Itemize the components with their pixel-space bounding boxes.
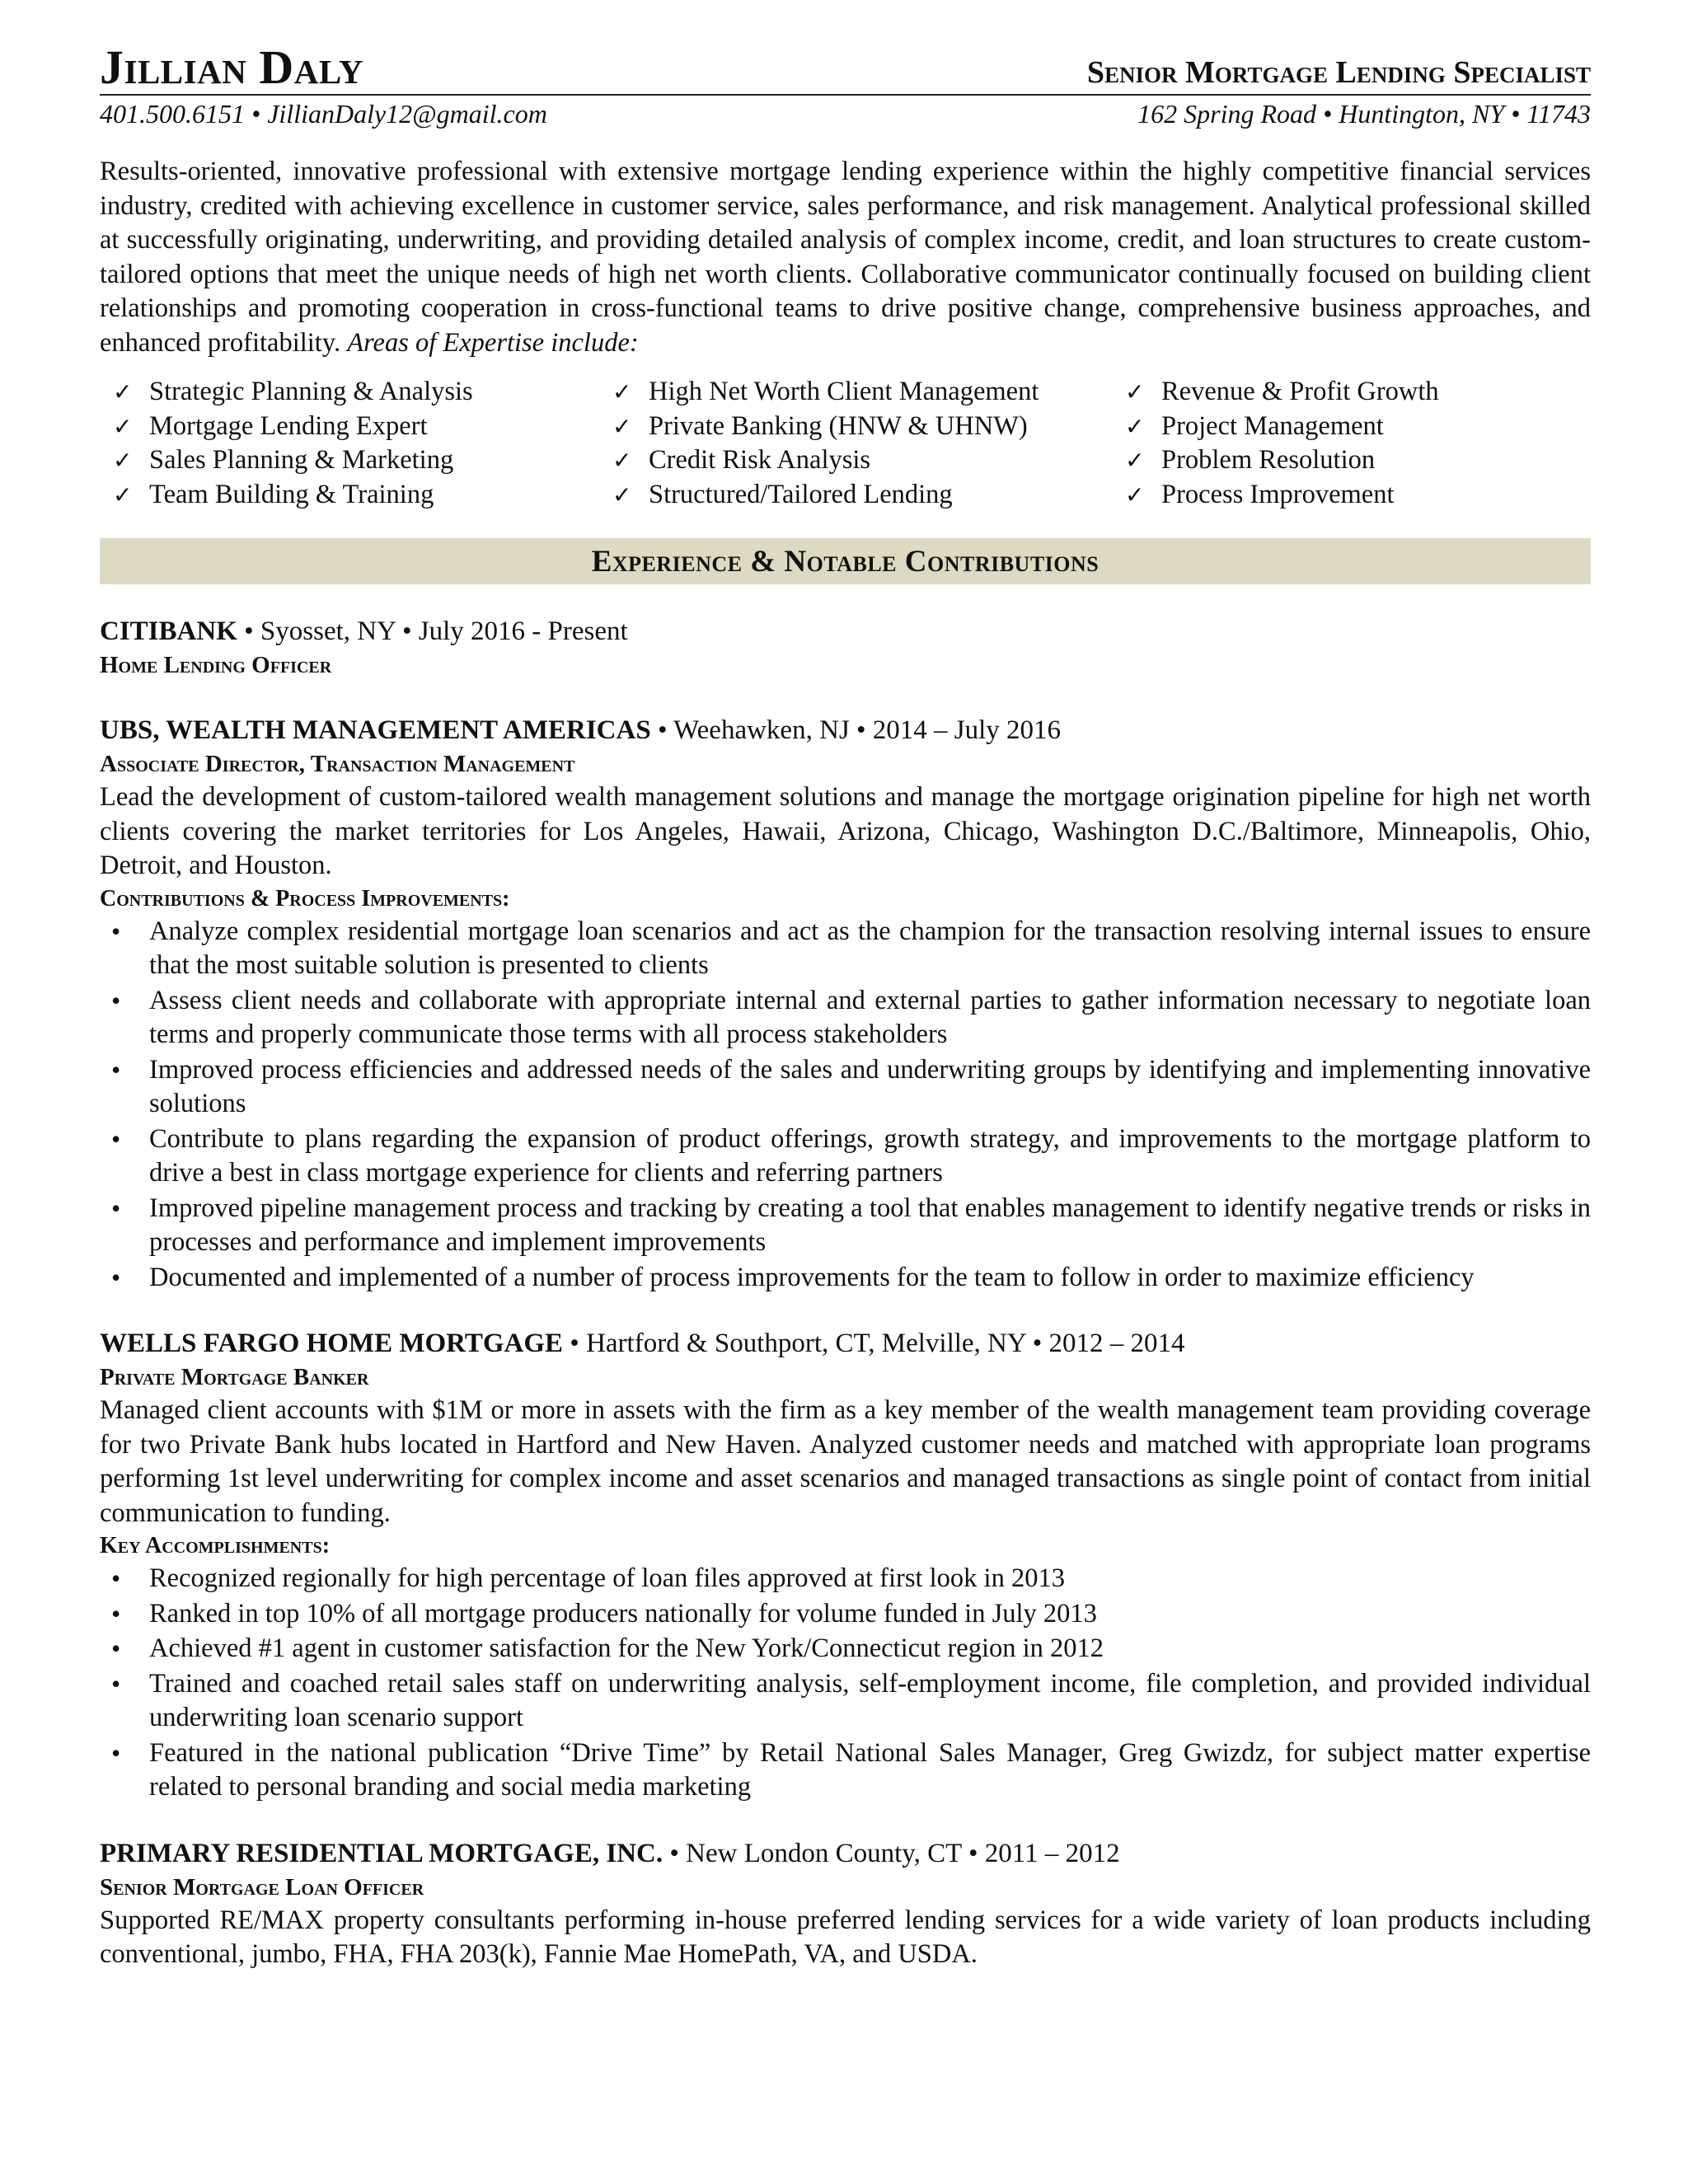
skill-item: ✓ Strategic Planning & Analysis — [113, 375, 612, 410]
list-item: • Assess client needs and collaborate with appropriate internal and external parties to gather information necessary to negotiate loan terms and properly communicate those terms with all process stakeholders — [100, 984, 1591, 1052]
contact-address: 162 Spring Road • Huntington, NY • 11743 — [1137, 99, 1591, 129]
skill-item: ✓ Problem Resolution — [1125, 443, 1587, 478]
job-details: • New London County, CT • 2011 – 2012 — [663, 1838, 1120, 1868]
header — [100, 40, 1591, 96]
professional-summary — [100, 155, 1591, 360]
list-item: • Trained and coached retail sales staff on underwriting analysis, self-employment income, file completion, and provided individual underwriting loan scenario support — [100, 1667, 1591, 1736]
job-entry — [100, 614, 1591, 682]
job-details: • Hartford & Southport, CT, Melville, NY • 2012 – 2014 — [563, 1329, 1185, 1358]
skills-column-2 — [612, 375, 1125, 512]
job-header — [100, 713, 1591, 748]
list-item: • Improved process efficiencies and addressed needs of the sales and underwriting groups by identifying and implementing innovative solutions — [100, 1053, 1591, 1122]
summary-text: Results-oriented, innovative professional with extensive mortgage lending experience within the highly competitive financial services industry, credited with achieving excellence in customer service, sales performance, and risk management. Analytical professional skilled at successfully originating, underwriting, and providing detailed analysis of complex income, credit, and loan structures to create custom-tailored options that meet the unique needs of high net worth clients. Collaborative communicator continually focused on building client relationships and promoting cooperation in cross-functional teams to drive positive change, comprehensive business approaches, and enhanced profitability. — [100, 157, 1591, 358]
bullet-list — [100, 915, 1591, 1296]
check-icon: ✓ — [1125, 447, 1145, 474]
check-icon: ✓ — [612, 447, 632, 474]
check-icon: ✓ — [612, 480, 632, 509]
bullet-list — [100, 1562, 1591, 1805]
job-role: Private Mortgage Banker — [100, 1364, 369, 1390]
list-item: • Contribute to plans regarding the expansion of product offerings, growth strategy, and improvements to the mortgage platform to drive a best in class mortgage experience for clients and referring partners — [100, 1122, 1591, 1191]
skill-item: ✓ High Net Worth Client Management — [612, 375, 1125, 410]
resume-page — [100, 40, 1591, 1972]
skill-item: ✓ Structured/Tailored Lending — [612, 478, 1125, 513]
job-details: • Weehawken, NJ • 2014 – July 2016 — [650, 715, 1062, 745]
skills-column-1 — [113, 375, 612, 512]
job-header — [100, 1326, 1591, 1361]
skill-item: ✓ Mortgage Lending Expert — [113, 410, 612, 444]
check-icon: ✓ — [1125, 412, 1145, 440]
job-subsection-label: Key Accomplishments: — [100, 1533, 331, 1558]
skill-item: ✓ Private Banking (HNW & UHNW) — [612, 410, 1125, 444]
skill-item: ✓ Project Management — [1125, 410, 1587, 444]
job-role: Home Lending Officer — [100, 652, 332, 678]
list-item: • Featured in the national publication “Drive Time” by Retail National Sales Manager, Greg Gwizdz, for subject matter expertise related to personal branding and social media marketing — [100, 1736, 1591, 1805]
job-header — [100, 614, 1591, 649]
job-details: • Syosset, NY • July 2016 - Present — [237, 616, 628, 646]
check-icon: ✓ — [113, 480, 133, 509]
contact-phone-email: 401.500.6151 • JillianDaly12@gmail.com — [100, 99, 547, 129]
skill-item: ✓ Credit Risk Analysis — [612, 443, 1125, 478]
skill-item: ✓ Team Building & Training — [113, 478, 612, 513]
skill-item: ✓ Process Improvement — [1125, 478, 1587, 513]
check-icon: ✓ — [113, 378, 133, 405]
job-role: Senior Mortgage Loan Officer — [100, 1873, 424, 1900]
job-description: Managed client accounts with $1M or more in assets with the firm as a key member of the wealth management team providing coverage for two Private Bank hubs located in Hartford and New Haven. Analyzed customer needs and matched with appropriate loan programs performing 1st level underwriting for complex income and asset scenarios and managed transactions as single point of contact from initial communication to funding. — [100, 1395, 1591, 1528]
job-entry — [100, 713, 1591, 1295]
section-heading-experience: Experience & Notable Contributions — [100, 538, 1591, 584]
check-icon: ✓ — [113, 447, 133, 474]
list-item: • Documented and implemented of a number of process improvements for the team to follow in order to maximize efficiency — [100, 1261, 1591, 1296]
expertise-intro: Areas of Expertise include: — [347, 327, 639, 358]
check-icon: ✓ — [113, 412, 133, 440]
company-name: WELLS FARGO HOME MORTGAGE — [100, 1329, 564, 1358]
list-item: • Recognized regionally for high percentage of loan files approved at first look in 2013 — [100, 1562, 1591, 1596]
job-description: Lead the development of custom-tailored wealth management solutions and manage the mortgage origination pipeline for high net worth clients covering the market territories for Los Angeles, Hawaii, Arizona, Chicago, Washington D.C./Baltimore, Minneapolis, Ohio, Detroit, and Houston. — [100, 782, 1591, 880]
job-role: Associate Director, Transaction Management — [100, 751, 575, 777]
check-icon: ✓ — [612, 378, 632, 405]
check-icon: ✓ — [1125, 378, 1145, 405]
list-item: • Improved pipeline management process and tracking by creating a tool that enables management to identify negative trends or risks in processes and performance and implement improvements — [100, 1192, 1591, 1260]
job-entry — [100, 1326, 1591, 1805]
list-item: • Analyze complex residential mortgage loan scenarios and act as the champion for the transaction resolving internal issues to ensure that the most suitable solution is presented to clients — [100, 915, 1591, 983]
job-subsection-label: Contributions & Process Improvements: — [100, 885, 510, 912]
candidate-name: Jillian Daly — [100, 40, 364, 94]
job-description: Supported RE/MAX property consultants performing in-house preferred lending services for a wide variety of loan products including conventional, jumbo, FHA, FHA 203(k), Fannie Mae HomePath, VA, and USDA. — [100, 1905, 1591, 1969]
job-entry — [100, 1836, 1591, 1972]
company-name: UBS, WEALTH MANAGEMENT AMERICAS — [100, 715, 651, 745]
areas-of-expertise — [113, 375, 1591, 512]
target-title: Senior Mortgage Lending Specialist — [1086, 55, 1591, 90]
list-item: • Ranked in top 10% of all mortgage producers nationally for volume funded in July 2013 — [100, 1597, 1591, 1632]
skill-item: ✓ Revenue & Profit Growth — [1125, 375, 1587, 410]
company-name: CITIBANK — [100, 616, 237, 646]
check-icon: ✓ — [1125, 480, 1145, 509]
company-name: PRIMARY RESIDENTIAL MORTGAGE, INC. — [100, 1838, 663, 1868]
skill-item: ✓ Sales Planning & Marketing — [113, 443, 612, 478]
check-icon: ✓ — [612, 412, 632, 440]
skills-column-3 — [1125, 375, 1587, 512]
list-item: • Achieved #1 agent in customer satisfaction for the New York/Connecticut region in 2012 — [100, 1632, 1591, 1666]
contact-line — [100, 96, 1591, 132]
job-header — [100, 1836, 1591, 1871]
